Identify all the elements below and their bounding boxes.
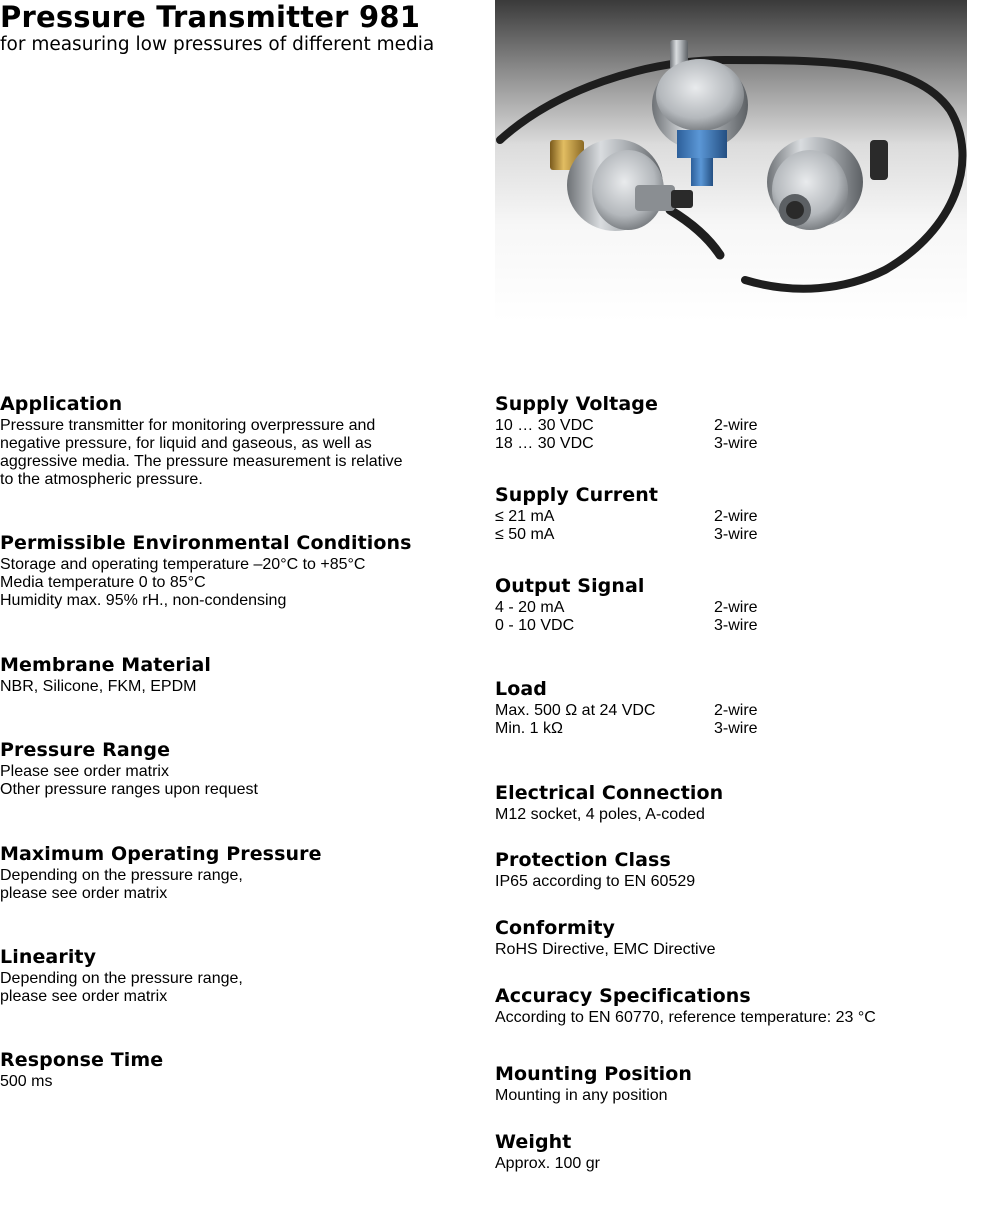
section-heading: Load [495,678,547,700]
section-line: Depending on the pressure range, [0,970,243,987]
spec-wiring: 3-wire [714,617,758,634]
spec-value: 0 - 10 VDC [495,617,575,634]
section-heading: Supply Current [495,484,659,506]
section-heading: Response Time [0,1049,164,1071]
section-heading: Permissible Environmental Conditions [0,532,412,554]
section-line: Pressure transmitter for monitoring overpressure and [0,417,376,434]
spec-row [495,526,758,544]
spec-value: 4 - 20 mA [495,599,565,616]
section-line: Mounting in any position [495,1087,668,1104]
section-heading: Supply Voltage [495,393,658,415]
conformity-section [495,916,715,959]
section-line: NBR, Silicone, FKM, EPDM [0,678,197,695]
spec-wiring: 2-wire [714,599,758,616]
linearity-section [0,945,243,1006]
section-line: Humidity max. 95% rH., non-condensing [0,592,287,609]
spec-row [495,702,758,720]
spec-wiring: 3-wire [714,720,758,737]
section-line: Please see order matrix [0,763,169,780]
section-line: Storage and operating temperature –20°C to +85°C [0,556,366,573]
spec-value: Min. 1 kΩ [495,720,563,737]
spec-row [495,720,758,738]
page-subtitle: for measuring low pressures of different media [0,34,435,55]
section-heading: Electrical Connection [495,782,724,804]
section-heading: Linearity [0,946,97,968]
section-line: 500 ms [0,1073,53,1090]
section-line: Media temperature 0 to 85°C [0,574,206,591]
response-time-section [0,1048,163,1091]
section-line: please see order matrix [0,988,168,1005]
section-heading: Pressure Range [0,739,171,761]
section-line: aggressive media. The pressure measurement is relative [0,453,403,470]
section-line: According to EN 60770, reference temperature: 23 °C [495,1009,876,1026]
environment-section [0,531,412,610]
weight-section [495,1130,600,1173]
section-heading: Conformity [495,917,615,939]
section-line: Other pressure ranges upon request [0,781,258,798]
spec-value: 18 … 30 VDC [495,435,594,452]
section-line: please see order matrix [0,885,168,902]
membrane-section [0,653,211,696]
page-title: Pressure Transmitter 981 [0,0,421,34]
mounting-section [495,1062,692,1105]
section-heading: Protection Class [495,849,671,871]
supply-voltage-section [495,392,758,453]
spec-row [495,599,758,617]
spec-wiring: 2-wire [714,702,758,719]
pressure-transmitters-photo [495,0,967,322]
section-line: to the atmospheric pressure. [0,471,203,488]
section-heading: Membrane Material [0,654,212,676]
section-line: RoHS Directive, EMC Directive [495,941,716,958]
section-line: Depending on the pressure range, [0,867,243,884]
section-line: Approx. 100 gr [495,1155,600,1172]
spec-wiring: 2-wire [714,417,758,434]
protection-class-section [495,848,695,891]
section-heading: Application [0,393,123,415]
max-pressure-section [0,842,322,903]
section-line: negative pressure, for liquid and gaseous, as well as [0,435,372,452]
section-heading: Weight [495,1131,572,1153]
spec-wiring: 3-wire [714,526,758,543]
section-line: M12 socket, 4 poles, A-coded [495,806,705,823]
section-line: IP65 according to EN 60529 [495,873,696,890]
spec-row [495,417,758,435]
section-heading: Accuracy Specifications [495,985,751,1007]
spec-row [495,508,758,526]
accuracy-section [495,984,876,1027]
supply-current-section [495,483,758,544]
electrical-connection-section [495,781,723,824]
spec-row [495,617,758,635]
section-heading: Output Signal [495,575,645,597]
spec-row [495,435,758,453]
section-heading: Mounting Position [495,1063,693,1085]
pressure-range-section [0,738,258,799]
spec-value: Max. 500 Ω at 24 VDC [495,702,656,719]
spec-wiring: 2-wire [714,508,758,525]
spec-wiring: 3-wire [714,435,758,452]
spec-value: ≤ 50 mA [495,526,555,543]
application-section [0,392,403,489]
section-heading: Maximum Operating Pressure [0,843,322,865]
spec-value: ≤ 21 mA [495,508,555,525]
output-signal-section [495,574,758,635]
spec-value: 10 … 30 VDC [495,417,594,434]
load-section [495,677,758,738]
